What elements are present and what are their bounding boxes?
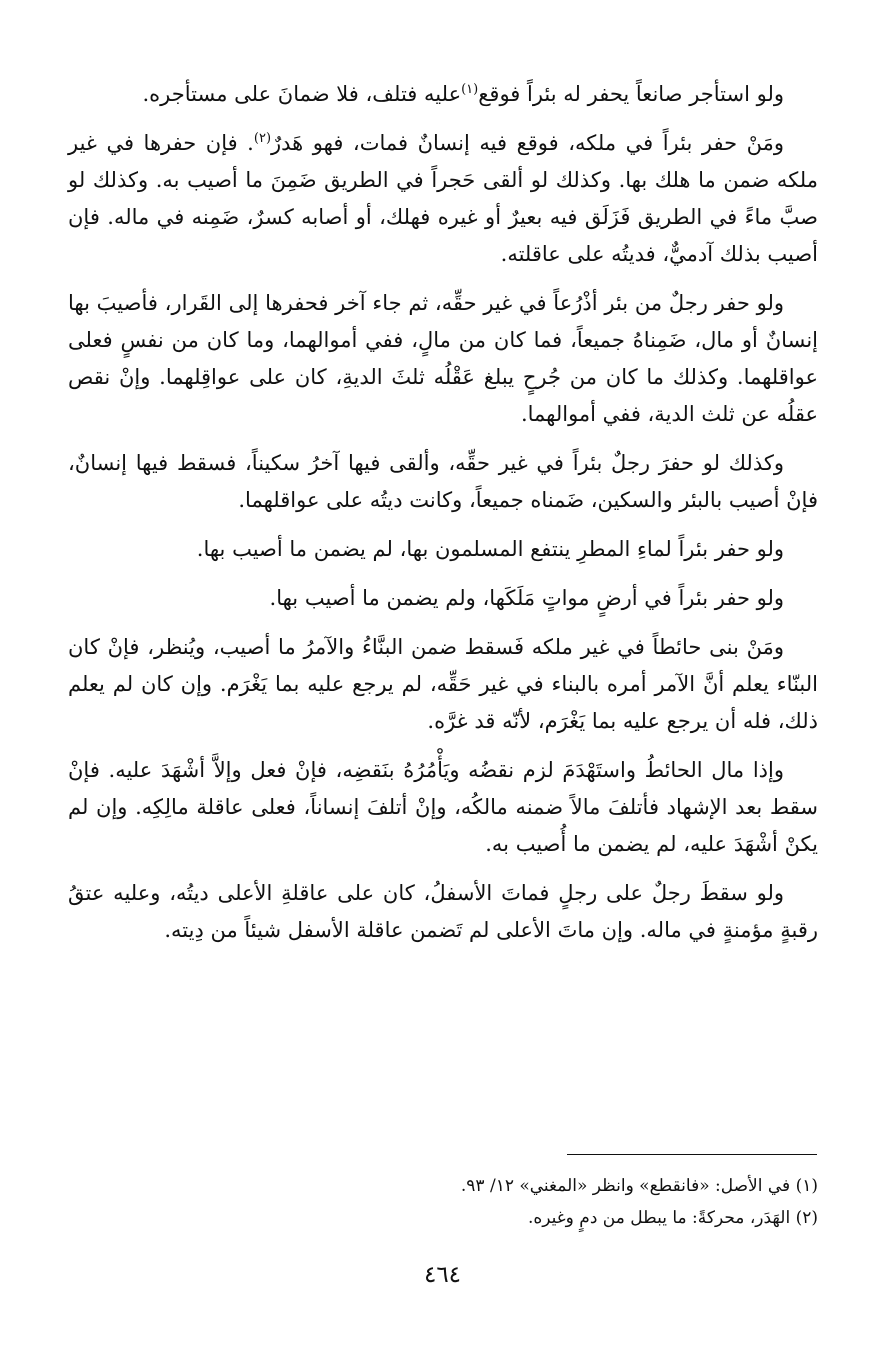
paragraph-6-text: ولو حفر بئراً في أرضٍ مواتٍ مَلَكَها، ولم يضمن ما أصيب بها. [269,586,784,610]
paragraph-3 [68,285,818,433]
paragraph-8 [68,752,818,863]
paragraph-1-text: ولو استأجر صانعاً يحفر له بئراً فوقع [478,82,784,106]
paragraph-3-text: ولو حفر رجلٌ من بئر أذْرُعاً في غير حقِّه، ثم جاء آخر فحفرها إلى القَرار، فأصيبَ بها إنسانٌ أو مال، ضَمِناهُ جميعاً، فما كان من مالٍ، ففي أموالهما، وما كان من نفسٍ فعلى عواقلهما. وكذلك ما كان من جُرحٍ يبلغ عَقْلُه ثلثَ الديةِ، كان على عواقِلهما. وإنْ نقص عقلُه عن ثلث الدية، ففي أموالهما. [68,291,818,426]
paragraph-1-text-cont: عليه فتلف، فلا ضمانَ على مستأجره. [142,82,462,106]
paragraph-5-text: ولو حفر بئراً لماءِ المطرِ ينتفع المسلمون بها، لم يضمن ما أصيب بها. [196,537,784,561]
footnote-ref-2: (٢) [253,131,272,146]
paragraph-6 [68,580,818,617]
paragraph-5 [68,531,818,568]
paragraph-2-text: ومَنْ حفر بئراً في ملكه، فوقع فيه إنسانٌ فمات، فهو هَدرٌ [271,131,784,155]
paragraph-4-text: وكذلك لو حفرَ رجلٌ بئراً في غير حقِّه، وألقى فيها آخرُ سكيناً، فسقط فيها إنسانٌ، فإنْ أصيب بالبئر والسكين، ضَمناه جميعاً، وكانت ديتُه على عواقلهما. [68,451,818,512]
paragraph-4 [68,445,818,519]
paragraph-7 [68,629,818,740]
paragraph-2-text-cont: . فإن حفرها في غير ملكه ضمن ما هلك بها. وكذلك لو ألقى حَجراً في الطريق ضَمِنَ ما أصيب به. وكذلك لو صبَّ ماءً في الطريق فَزَلَق فيه بعيرٌ أو غيره فهلك، أو أصابه كسرٌ، ضَمِنه في ماله. فإن أصيب بذلك آدميٌّ، فديتُه على عاقلته. [68,131,818,266]
paragraph-9-text: ولو سقطَ رجلٌ على رجلٍ فماتَ الأسفلُ، كان على عاقلةِ الأعلى ديتُه، وعليه عتقُ رقبةٍ مؤمنةٍ في ماله. وإن ماتَ الأعلى لم تَضمن عاقلة الأسفل شيئاً من دِيته. [68,881,818,942]
footnotes [68,1170,818,1234]
paragraph-2 [68,125,818,273]
paragraph-8-text: وإذا مال الحائطُ واستَهْدَمَ لزم نقضُه ويَأْمُرُهُ بنَقضِه، فإنْ فعل وإلاَّ أشْهَدَ عليه. فإنْ سقط بعد الإشهاد فأتلفَ مالاً ضمنه مالكُه، وإنْ أتلفَ إنساناً، فعلى عاقلة مالِكِه. وإن لم يكنْ أشْهَدَ عليه، لم يضمن ما أُصيب به. [68,758,818,856]
paragraph-7-text: ومَنْ بنى حائطاً في غير ملكه فَسقط ضمن البنَّاءُ والآمرُ ما أصيب، ويُنظر، فإنْ كان البنّاء يعلم أنَّ الآمر أمره بالبناء في غير حَقِّه، لم يرجع عليه بما يَغْرَم. وإن كان لم يعلم ذلك، فله أن يرجع عليه بما يَغْرَم، لأنّه قد غرَّه. [68,635,818,733]
page-body [68,76,818,961]
footnote-1: (١) في الأصل: «فانقطع» وانظر «المغني» ١٢/ ٩٣. [460,1176,818,1196]
paragraph-9 [68,875,818,949]
page-number: ٤٦٤ [423,1262,462,1288]
footnote-ref-1: (١) [461,82,479,97]
footnote-2: (٢) الهَدَر، محركةً: ما يبطل من دمٍ وغيره. [527,1208,818,1228]
paragraph-1 [68,76,818,113]
footnote-separator [567,1154,817,1155]
